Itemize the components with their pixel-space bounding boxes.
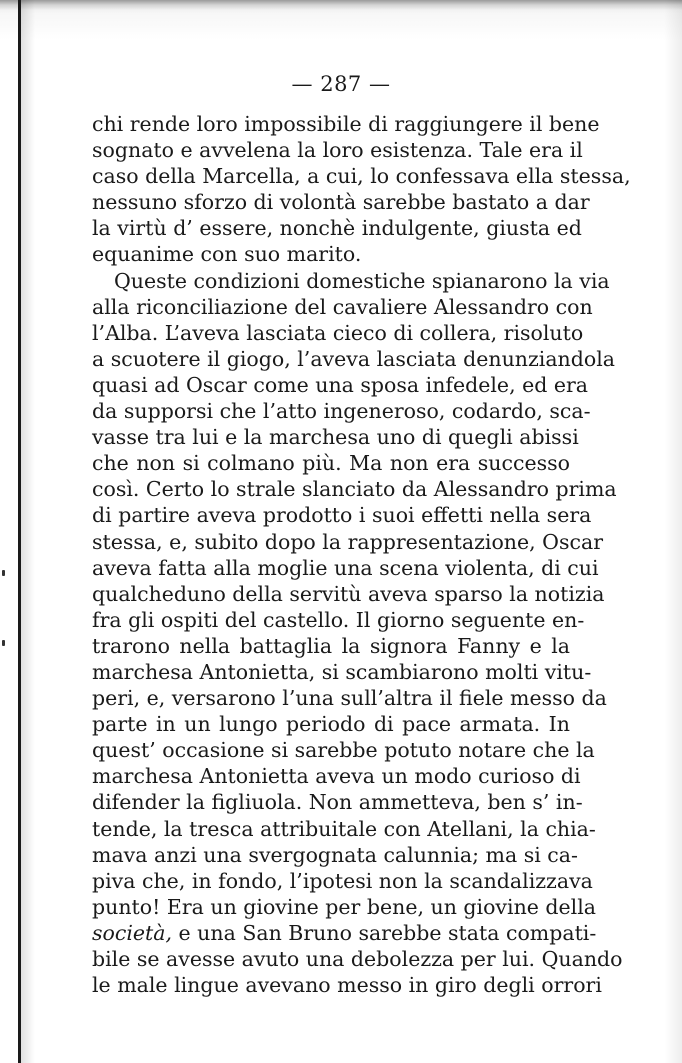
text-line: alla riconciliazione del cavaliere Alessandro con bbox=[92, 294, 593, 319]
text-line: marchesa Antonietta aveva un modo curioso di bbox=[92, 764, 581, 789]
text-line: mava anzi una svergognata calunnia; ma si ca- bbox=[92, 842, 578, 867]
text-line: trarono nella battaglia la signora Fanny e la bbox=[92, 633, 570, 658]
text-line: chi rende loro impossibile di raggiungere il bene bbox=[92, 112, 600, 136]
text-line: equanime con suo marito. bbox=[92, 242, 362, 267]
page-right-shadow bbox=[664, 0, 682, 1063]
text-line: qualcheduno della servitù aveva sparso la notizia bbox=[92, 581, 605, 606]
text-line: così. Certo lo strale slanciato da Alessandro prima bbox=[92, 477, 617, 502]
text-line-with-italic bbox=[92, 920, 597, 946]
text-line: caso della Marcella, a cui, lo confessava ella stessa, bbox=[92, 164, 631, 189]
text-line: parte in un lungo periodo di pace armata. In bbox=[92, 712, 570, 737]
text-line: fra gli ospiti del castello. Il giorno seguente en- bbox=[92, 607, 585, 632]
text-line: che non si colmano più. Ma non era successo bbox=[92, 451, 570, 476]
text-line: nessuno sforzo di volontà sarebbe bastato a dar bbox=[92, 190, 590, 215]
binding-shadow bbox=[21, 0, 35, 1063]
text-line: la virtù d’ essere, nonchè indulgente, giusta ed bbox=[92, 216, 582, 241]
page-number: — 287 — bbox=[291, 72, 391, 96]
text-line: difender la figliuola. Non ammetteva, ben s’ in- bbox=[92, 790, 583, 815]
italic-word: società, bbox=[92, 920, 173, 945]
text-line: stessa, e, subito dopo la rappresentazione, Oscar bbox=[92, 529, 603, 554]
text-line-rest: e una San Bruno sarebbe stata compati- bbox=[172, 920, 597, 945]
text-line: marchesa Antonietta, si scambiarono molti vitu- bbox=[92, 659, 592, 684]
page-top-shadow bbox=[0, 0, 682, 10]
text-line: quest’ occasione si sarebbe potuto notare che la bbox=[92, 738, 595, 763]
text-line: punto! Era un giovine per bene, un giovine della bbox=[92, 894, 597, 919]
margin-speck bbox=[2, 570, 5, 576]
text-line: le male lingue avevano messo in giro degli orrori bbox=[92, 973, 602, 998]
body-text bbox=[92, 111, 631, 998]
text-line: peri, e, versarono l’una sull’altra il fiele messo da bbox=[92, 686, 607, 711]
text-line: aveva fatta alla moglie una scena violenta, di cui bbox=[92, 555, 599, 580]
text-line: vasse tra lui e la marchesa uno di quegli abissi bbox=[92, 425, 579, 450]
text-line: a scuotere il giogo, l’aveva lasciata denunziandola bbox=[92, 346, 616, 371]
text-line: sognato e avvelena la loro esistenza. Tale era il bbox=[92, 138, 583, 163]
text-line: da supporsi che l’atto ingeneroso, codardo, sca- bbox=[92, 399, 591, 424]
text-line: Queste condizioni domestiche spianarono la via bbox=[114, 268, 610, 293]
text-line: di partire aveva prodotto i suoi effetti nella sera bbox=[92, 503, 592, 528]
margin-speck bbox=[2, 640, 5, 646]
text-line: piva che, in fondo, l’ipotesi non la scandalizzava bbox=[92, 868, 593, 893]
text-line: tende, la tresca attribuitale con Atellani, la chia- bbox=[92, 816, 596, 841]
text-line: l’Alba. L’aveva lasciata cieco di collera, risoluto bbox=[92, 320, 584, 345]
text-line: bile se avesse avuto una debolezza per lui. Quando bbox=[92, 947, 623, 971]
text-line: quasi ad Oscar come una sposa infedele, ed era bbox=[92, 372, 589, 397]
